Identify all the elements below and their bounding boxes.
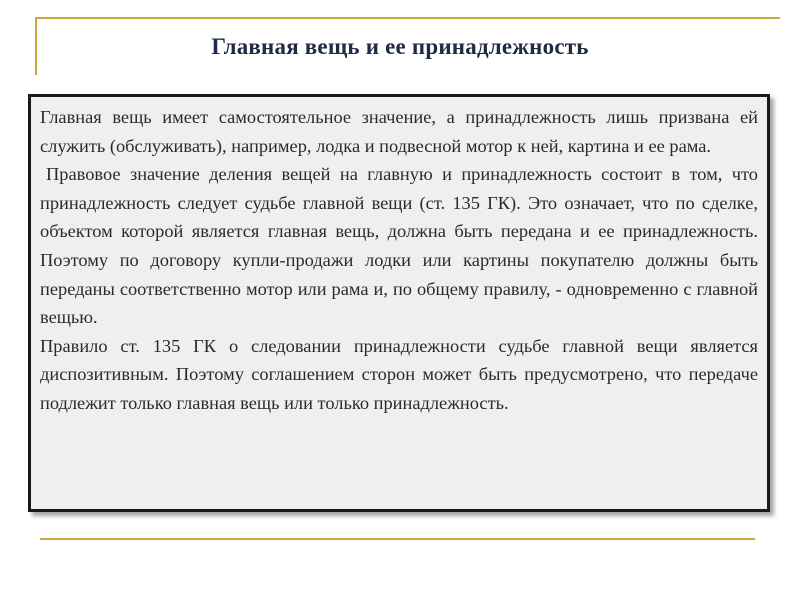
paragraph-3: Правило ст. 135 ГК о следовании принадлежности судьбе главной вещи является диспозитивным. Поэтому соглашением сторон может быть предусмотрено, что передаче подлежит только главная вещь или только принадлежность.: [40, 335, 758, 413]
paragraph-2: Правовое значение деления вещей на главную и принадлежность состоит в том, что принадлежность следует судьбе главной вещи (ст. 135 ГК). Это означает, что по сделке, объектом которой является главная вещь, должна быть передана и ее принадлежность. Поэтому по договору купли-продажи лодки или картины покупателю должны быть переданы соответственно мотор или рама и, по общему правилу, - одновременно с главной вещью.: [40, 164, 758, 328]
paragraph-1: Главная вещь имеет самостоятельное значение, а принадлежность лишь призвана ей служить (обслуживать), например, лодка и подвесной мотор к ней, картина и ее рама.: [40, 107, 758, 156]
bottom-decorative-rule: [40, 538, 755, 540]
slide-title: Главная вещь и ее принадлежность: [211, 34, 589, 59]
top-decorative-rule: [36, 17, 780, 19]
content-box: [28, 94, 770, 512]
